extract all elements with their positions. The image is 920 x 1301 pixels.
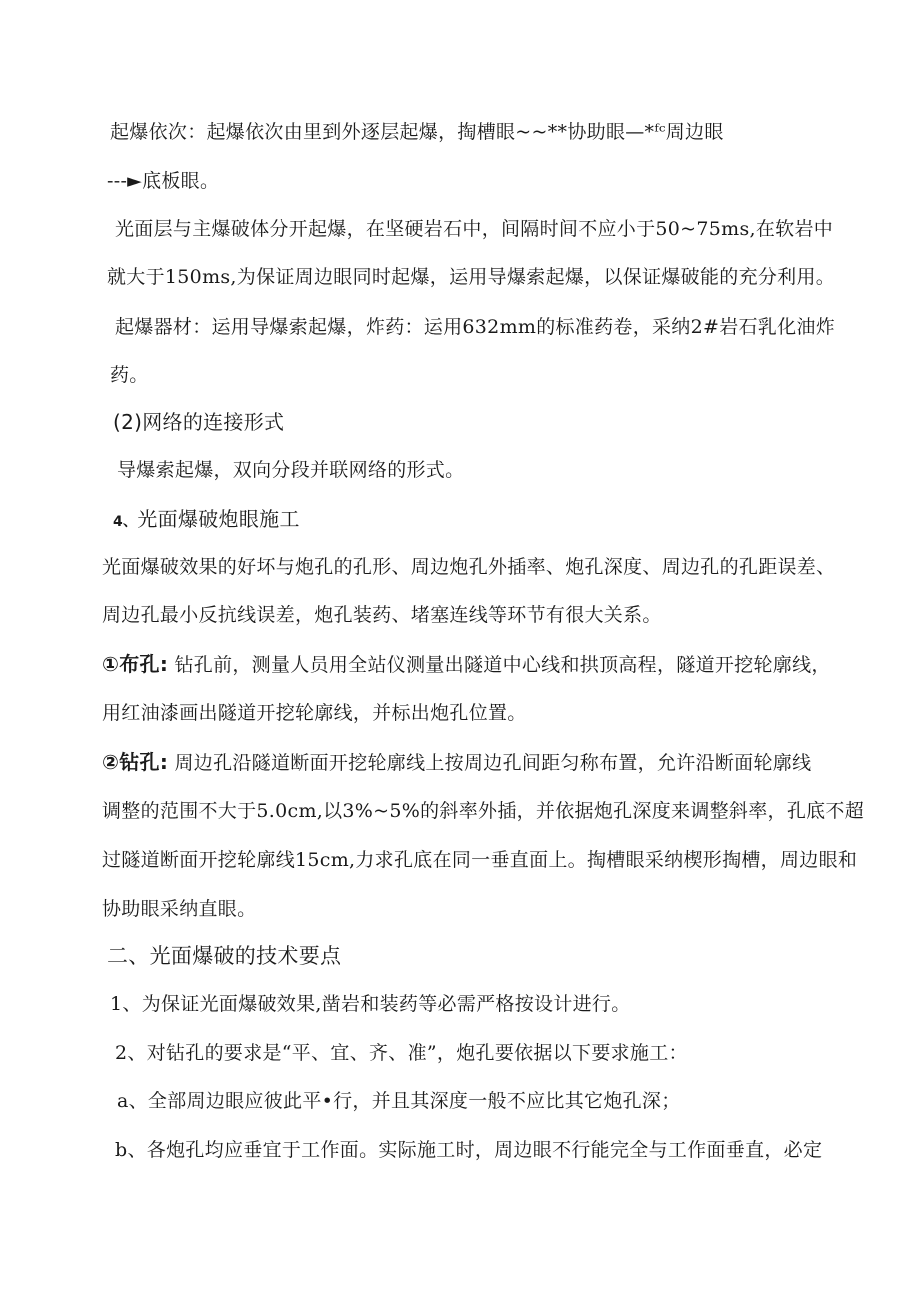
paragraph-line: 药。 bbox=[110, 364, 149, 386]
paragraph-line: 用红油漆画出隧道开挖轮廓线，并标出炮孔位置。 bbox=[102, 702, 527, 724]
paragraph-line bbox=[102, 651, 831, 678]
paragraph-line: b、各炮孔均应垂宜于工作面。实际施工时，周边眼不行能完全与工作面垂直，必定 bbox=[115, 1139, 823, 1161]
item-text: 周边孔沿隧道断面开挖轮廓线上按周边孔间距匀称布置，允许沿断面轮廓线 bbox=[168, 752, 812, 774]
paragraph-line: a、全部周边眼应彼此平•行，并且其深度一般不应比其它炮孔深； bbox=[117, 1090, 681, 1112]
section-title: 光面爆破炮眼施工 bbox=[137, 507, 300, 531]
section-number: 4、 bbox=[113, 514, 138, 530]
paragraph-line: 起爆器材：运用导爆索起爆，炸药：运用632mm的标准药卷，采纳2#岩石乳化油炸 bbox=[115, 316, 836, 338]
paragraph-line: 调整的范围不大于5.0cm,以3%~5%的斜率外插，并依据炮孔深度来调整斜率，孔底不超 bbox=[102, 800, 865, 822]
item-text: 钻孔前，测量人员用全站仪测量出隧道中心线和拱顶高程，隧道开挖轮廓线， bbox=[168, 654, 831, 676]
item-lead: ①布孔: bbox=[102, 652, 169, 676]
section-heading: (2)网络的连接形式 bbox=[113, 410, 285, 434]
paragraph-line: ---►底板眼。 bbox=[107, 170, 220, 192]
item-lead: ②钻孔: bbox=[102, 750, 169, 774]
paragraph-line: 2、对钻孔的要求是“平、宜、齐、准”，炮孔要依据以下要求施工： bbox=[115, 1042, 688, 1064]
paragraph-line: 协助眼采纳直眼。 bbox=[102, 898, 257, 920]
paragraph-line bbox=[102, 749, 811, 776]
paragraph-line: 光面爆破效果的好坏与炮孔的孔形、周边炮孔外插率、炮孔深度、周边孔的孔距误差、 bbox=[102, 556, 836, 578]
chapter-heading: 二、光面爆破的技术要点 bbox=[107, 944, 342, 968]
paragraph-line: 光面层与主爆破体分开起爆，在坚硬岩石中，间隔时间不应小于50~75ms,在软岩中 bbox=[115, 218, 834, 240]
paragraph-line: 起爆依次：起爆依次由里到外逐层起爆，掏槽眼~~**协助眼—*ᶠᶜ周边眼 bbox=[110, 121, 724, 143]
paragraph-line: 周边孔最小反抗线误差，炮孔装药、堵塞连线等环节有很大关系。 bbox=[102, 604, 662, 626]
paragraph-line: 过隧道断面开挖轮廓线15cm,力求孔底在同一垂直面上。掏槽眼采纳楔形掏槽，周边眼和 bbox=[102, 849, 858, 871]
paragraph-line: 就大于150ms,为保证周边眼同时起爆，运用导爆索起爆，以保证爆破能的充分利用。 bbox=[107, 266, 836, 288]
paragraph-line: 导爆索起爆，双向分段并联网络的形式。 bbox=[117, 459, 465, 481]
section-heading bbox=[113, 506, 300, 535]
paragraph-line: 1、为保证光面爆破效果,凿岩和装药等必需严格按设计进行。 bbox=[110, 993, 631, 1015]
